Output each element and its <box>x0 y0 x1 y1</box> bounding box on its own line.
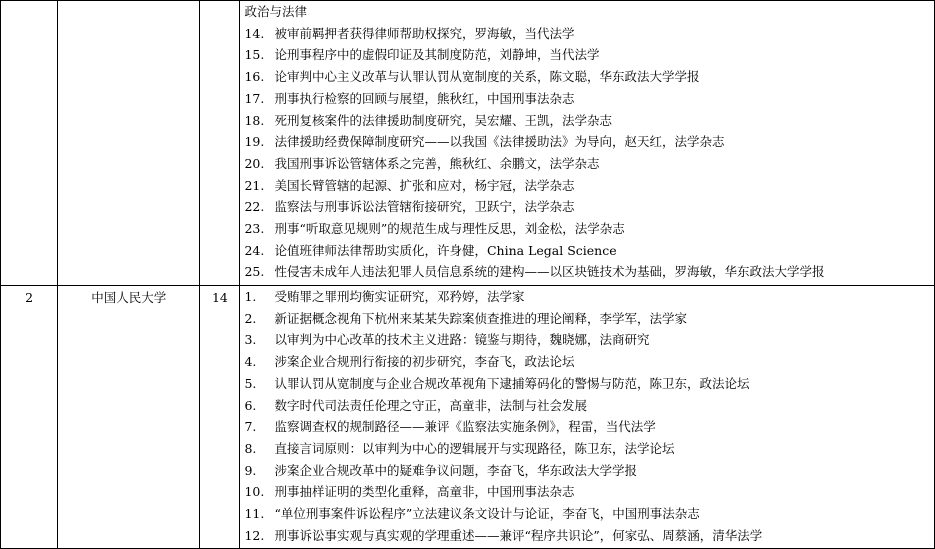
item-number: 9. <box>244 462 257 478</box>
paper-list-item <box>240 131 934 153</box>
rank-cell <box>1 1 58 286</box>
count-cell: 14 <box>200 286 240 549</box>
item-number: 7. <box>244 419 257 435</box>
item-text: 论审判中心主义改革与认罪认罚从宽制度的关系，陈文聪，华东政法大学学报 <box>274 69 700 85</box>
paper-list-item <box>240 373 934 395</box>
table-row-renmin <box>1 286 935 549</box>
paper-list-item <box>240 44 934 66</box>
item-text: 我国刑事诉讼管辖体系之完善，熊秋红、余鹏文，法学杂志 <box>274 155 600 171</box>
item-number: 19. <box>244 134 265 150</box>
paper-list-item <box>240 416 934 438</box>
paper-list-item <box>240 460 934 482</box>
item-number: 18. <box>244 112 265 128</box>
item-text: 政治与法律 <box>244 4 307 19</box>
paper-list-item <box>240 395 934 417</box>
item-text: 论值班律师法律帮助实质化，许身健，China Legal Science <box>274 242 617 258</box>
item-text: 新证据概念视角下杭州来某某失踪案侦查推进的理论阐释，李学军，法学家 <box>274 310 687 326</box>
paper-list-item <box>240 286 934 308</box>
item-number: 14. <box>244 25 265 41</box>
paper-list-item <box>240 23 934 45</box>
item-number: 20. <box>244 155 265 171</box>
paper-list-item <box>240 308 934 330</box>
item-text: 涉案企业合规刑行衔接的初步研究，李奋飞，政法论坛 <box>274 354 575 370</box>
rank-cell: 2 <box>1 286 58 549</box>
item-text: 刑事抽样证明的类型化重释，高童非，中国刑事法杂志 <box>274 484 575 500</box>
item-number: 23. <box>244 221 265 237</box>
item-text: 数字时代司法责任伦理之守正，高童非，法制与社会发展 <box>274 397 587 413</box>
item-text: 认罪认罚从宽制度与企业合规改革视角下逮捕筹码化的警惕与防范，陈卫东，政法论坛 <box>274 375 750 391</box>
item-text: 以审判为中心改革的技术主义进路：镜鉴与期待，魏晓娜，法商研究 <box>274 332 650 348</box>
paper-list-item <box>240 503 934 525</box>
item-text: 涉案企业合规改革中的疑难争议问题，李奋飞，华东政法大学学报 <box>274 462 637 478</box>
item-text: 法律援助经费保障制度研究——以我国《法律援助法》为导向，赵天红，法学杂志 <box>274 134 725 150</box>
item-number: 15. <box>244 47 265 63</box>
item-number: 6. <box>244 397 257 413</box>
item-text: 受贿罪之罪刑均衡实证研究，邓矜婷，法学家 <box>274 289 525 304</box>
school-cell <box>58 1 200 286</box>
paper-list-item <box>240 525 934 547</box>
item-text: 直接言词原则：以审判为中心的逻辑展开与实现路径，陈卫东，法学论坛 <box>274 440 675 456</box>
papers-cell <box>240 1 935 286</box>
item-number: 4. <box>244 354 257 370</box>
item-text: 监察调查权的规制路径——兼评《监察法实施条例》，程雷，当代法学 <box>274 419 656 435</box>
paper-list-item <box>240 261 934 283</box>
table-row-continued <box>1 1 935 286</box>
item-number: 24. <box>244 242 265 258</box>
papers-cell <box>240 286 935 549</box>
item-number: 5. <box>244 375 257 391</box>
item-number: 12. <box>244 527 265 543</box>
paper-list-item <box>240 110 934 132</box>
paper-list-item <box>240 66 934 88</box>
item-number: 10. <box>244 484 265 500</box>
item-text: 刑事执行检察的回顾与展望，熊秋红，中国刑事法杂志 <box>274 90 575 106</box>
item-text: 监察法与刑事诉讼法管辖衔接研究，卫跃宁，法学杂志 <box>274 199 575 215</box>
paper-list-item <box>240 351 934 373</box>
paper-list-item <box>240 438 934 460</box>
item-number: 21. <box>244 177 265 193</box>
paper-list-item <box>240 153 934 175</box>
paper-list-item <box>240 240 934 262</box>
item-text: 论刑事程序中的虚假印证及其制度防范，刘静坤，当代法学 <box>274 47 600 63</box>
item-number: 3. <box>244 332 257 348</box>
item-number: 8. <box>244 440 257 456</box>
paper-list-item <box>240 218 934 240</box>
item-number: 11. <box>244 506 265 522</box>
paper-list-item <box>240 481 934 503</box>
item-text: 刑事诉讼事实观与真实观的学理重述——兼评“程序共识论”，何家弘、周蔡涵，清华法学 <box>274 527 763 543</box>
paper-list-item <box>240 196 934 218</box>
item-number: 1. <box>244 289 257 304</box>
count-cell <box>200 1 240 286</box>
paper-list-item <box>240 329 934 351</box>
school-cell: 中国人民大学 <box>58 286 200 549</box>
item-text: 死刑复核案件的法律援助制度研究，吴宏耀、王凯，法学杂志 <box>274 112 612 128</box>
item-number: 17. <box>244 90 265 106</box>
item-text: 性侵害未成年人违法犯罪人员信息系统的建构——以区块链技术为基础，罗海敏，华东政法大学学报 <box>274 264 825 280</box>
item-number: 25. <box>244 264 265 280</box>
paper-list-item <box>240 175 934 197</box>
item-number: 2. <box>244 310 257 326</box>
item-text: 刑事“听取意见规则”的规范生成与理性反思，刘金松，法学杂志 <box>274 221 625 237</box>
item-text: “单位刑事案件诉讼程序”立法建议条文设计与论证，李奋飞，中国刑事法杂志 <box>274 506 700 522</box>
item-number: 22. <box>244 199 265 215</box>
paper-list-item <box>240 1 934 23</box>
item-number: 16. <box>244 69 265 85</box>
item-text: 美国长臂管辖的起源、扩张和应对，杨宇冠，法学杂志 <box>274 177 575 193</box>
item-text: 被审前羁押者获得律师帮助权探究，罗海敏，当代法学 <box>274 25 575 41</box>
paper-list-item <box>240 88 934 110</box>
